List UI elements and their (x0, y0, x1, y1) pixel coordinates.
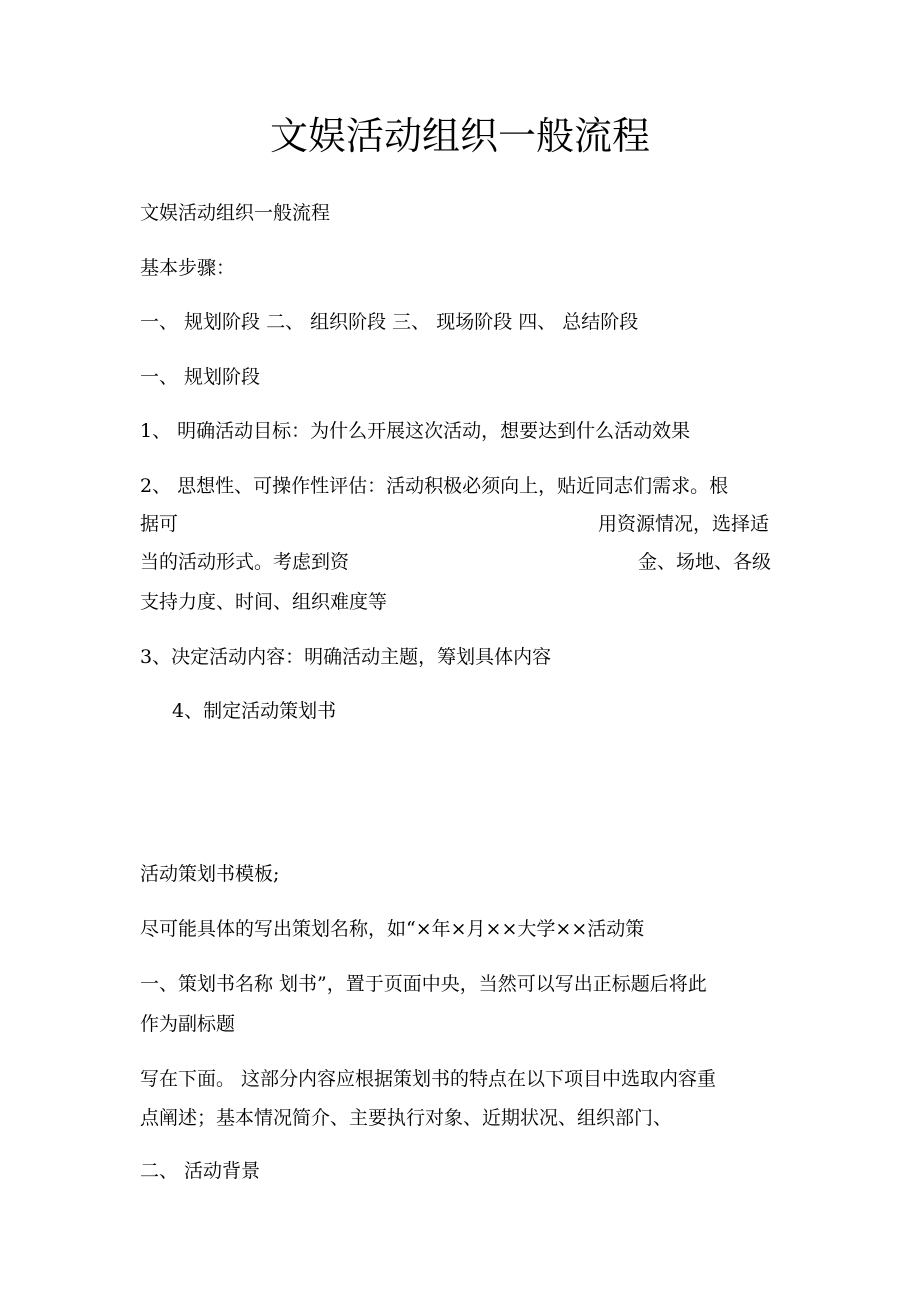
step-2-line-2-left: 据可 (140, 513, 179, 535)
step-2-line-3-right: 金、场地、各级 (638, 551, 772, 573)
paragraph-2-line-2: 作为副标题 (140, 1013, 236, 1035)
subtitle-line: 文娱活动组织一般流程 (140, 202, 331, 224)
section-heading-background: 二、 活动背景 (140, 1160, 261, 1182)
section-heading-planning: 一、 规划阶段 (140, 366, 261, 388)
paragraph-3-line-1: 写在下面。 这部分内容应根据策划书的特点在以下项目中选取内容重 (140, 1068, 717, 1090)
step-1-goal: 1、 明确活动目标：为什么开展这次活动，想要达到什么活动效果 (140, 420, 691, 442)
paragraph-2-line-1: 一、策划书名称 划书”，置于页面中央，当然可以写出正标题后将此 (140, 973, 707, 995)
step-2-line-1: 2、 思想性、可操作性评估：活动积极必须向上，贴近同志们需求。根 (140, 475, 729, 497)
step-2-line-4: 支持力度、时间、组织难度等 (140, 591, 388, 613)
step-4-plan: 4、制定活动策划书 (172, 700, 337, 722)
document-title: 文娱活动组织一般流程 (269, 114, 650, 158)
step-3-content: 3、决定活动内容：明确活动主题，筹划具体内容 (140, 646, 552, 668)
stages-list: 一、 规划阶段 二、 组织阶段 三、 现场阶段 四、 总结阶段 (140, 311, 639, 333)
step-2-line-3-left: 当的活动形式。考虑到资 (140, 551, 350, 573)
basic-steps-heading: 基本步骤： (140, 257, 236, 279)
template-heading: 活动策划书模板; (140, 863, 280, 885)
step-2-line-2-right: 用资源情况，选择适 (598, 513, 770, 535)
paragraph-1: 尽可能具体的写出策划名称，如“×年×月××大学××活动策 (140, 918, 645, 940)
paragraph-3-line-2: 点阐述；基本情况简介、主要执行对象、近期状况、组织部门、 (140, 1107, 673, 1129)
